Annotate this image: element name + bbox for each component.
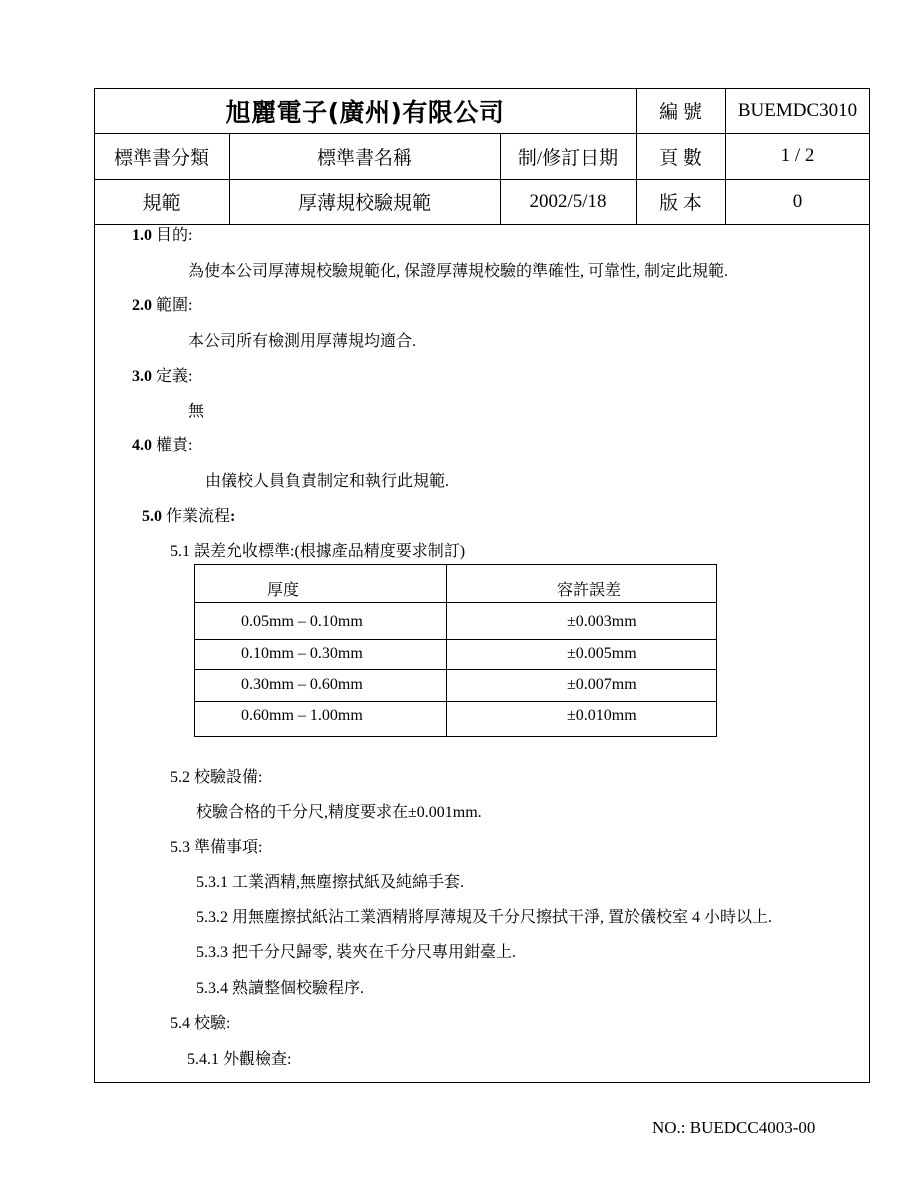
date-label: 制/修訂日期 bbox=[517, 147, 619, 169]
table-header-thickness: 厚度 bbox=[267, 582, 300, 599]
section-5-3-2: 5.3.2 用無塵擦拭紙沾工業酒精將厚薄規及千分尺擦拭干淨, 置於儀校室 4 小時以上. bbox=[196, 909, 773, 926]
name-label: 標準書名稱 bbox=[316, 147, 412, 169]
table-cell: ±0.010mm bbox=[567, 707, 637, 724]
table-cell: 0.60mm – 1.00mm bbox=[241, 707, 363, 724]
category-value: 規範 bbox=[142, 193, 181, 214]
section-3-heading: 3.0 定義: bbox=[132, 368, 193, 385]
version-label: 版 本 bbox=[659, 193, 702, 214]
table-line-1 bbox=[195, 602, 716, 603]
section-4-heading: 4.0 權責: bbox=[132, 437, 193, 454]
section-5-2-body: 校驗合格的千分尺,精度要求在±0.001mm. bbox=[196, 804, 482, 821]
section-1-heading: 1.0 目的: bbox=[132, 227, 193, 244]
table-cell: ±0.007mm bbox=[567, 676, 637, 693]
version-value: 0 bbox=[792, 190, 803, 212]
section-5-4-1: 5.4.1 外觀檢查: bbox=[187, 1051, 292, 1068]
pages-label: 頁 數 bbox=[659, 147, 702, 169]
section-5-3: 5.3 準備事項: bbox=[170, 839, 263, 856]
table-line-4 bbox=[195, 701, 716, 702]
doc-code-value: BUEMDC3010 bbox=[737, 99, 858, 121]
section-5-3-1: 5.3.1 工業酒精,無塵擦拭紙及純綿手套. bbox=[196, 874, 465, 891]
section-5-heading: 5.0 作業流程: bbox=[142, 508, 236, 525]
section-4-body: 由儀校人員負責制定和執行此規範. bbox=[205, 473, 450, 490]
company-name: 旭麗電子(廣州)有限公司 bbox=[225, 97, 505, 127]
table-cell: 0.10mm – 0.30mm bbox=[241, 645, 363, 662]
table-cell: 0.05mm – 0.10mm bbox=[241, 613, 363, 630]
doc-code-label: 編 號 bbox=[659, 102, 702, 123]
section-2-body: 本公司所有檢測用厚薄規均適合. bbox=[188, 333, 417, 350]
pages-value: 1 / 2 bbox=[780, 145, 815, 166]
header-line-3 bbox=[94, 224, 870, 225]
category-label: 標準書分類 bbox=[113, 147, 209, 169]
table-cell: ±0.005mm bbox=[567, 645, 637, 662]
section-5-2: 5.2 校驗設備: bbox=[170, 769, 263, 786]
section-5-1: 5.1 誤差允收標準:(根據產品精度要求制訂) bbox=[170, 543, 466, 560]
section-5-4: 5.4 校驗: bbox=[170, 1015, 231, 1032]
section-2-heading: 2.0 範圍: bbox=[132, 297, 193, 314]
table-cell: ±0.003mm bbox=[567, 613, 637, 630]
form-number: NO.: BUEDCC4003-00 bbox=[652, 1118, 816, 1137]
tolerance-table bbox=[194, 564, 717, 737]
table-cell: 0.30mm – 0.60mm bbox=[241, 676, 363, 693]
table-line-3 bbox=[195, 669, 716, 670]
section-1-body: 為使本公司厚薄規校驗規範化, 保證厚薄規校驗的準確性, 可靠性, 制定此規範. bbox=[188, 263, 729, 280]
section-5-3-4: 5.3.4 熟讀整個校驗程序. bbox=[196, 980, 365, 997]
name-value: 厚薄規校驗規範 bbox=[297, 193, 431, 214]
section-5-3-3: 5.3.3 把千分尺歸零, 裝夾在千分尺專用鉗臺上. bbox=[196, 944, 517, 961]
date-value: 2002/5/18 bbox=[529, 190, 607, 212]
table-header-tolerance: 容許誤差 bbox=[557, 582, 622, 599]
section-3-body: 無 bbox=[188, 403, 205, 420]
table-line-2 bbox=[195, 639, 716, 640]
table-vline bbox=[446, 565, 447, 736]
